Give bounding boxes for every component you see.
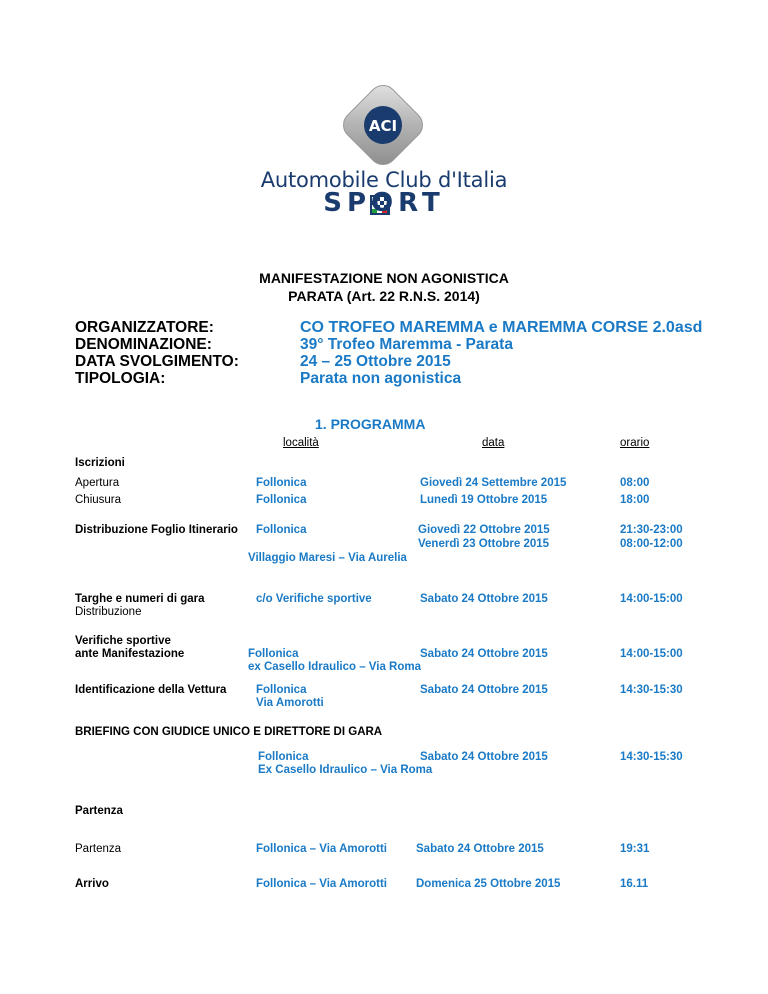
- identificazione-address: Via Amorotti: [256, 697, 324, 709]
- header-line2: PARATA (Art. 22 R.N.S. 2014): [288, 288, 480, 304]
- distribuzione-orario2: 08:00-12:00: [620, 538, 683, 550]
- col-localita: località: [283, 437, 319, 449]
- verifiche-localita: Follonica: [248, 648, 299, 660]
- apertura-orario: 08:00: [620, 477, 650, 489]
- targhe-label2: Distribuzione: [75, 606, 142, 618]
- targhe-data: Sabato 24 Ottobre 2015: [420, 593, 548, 605]
- iscrizioni-heading: Iscrizioni: [75, 457, 125, 469]
- meta-label-data: DATA SVOLGIMENTO:: [75, 353, 239, 370]
- chiusura-label: Chiusura: [75, 494, 122, 506]
- meta-value-denominazione: 39° Trofeo Maremma - Parata: [300, 336, 513, 353]
- meta-label-tipologia: TIPOLOGIA:: [75, 370, 166, 387]
- meta-value-organizzatore: CO TROFEO MAREMMA e MAREMMA CORSE 2.0asd: [300, 319, 703, 336]
- identificazione-localita: Follonica: [256, 684, 307, 696]
- partenza-localita: Follonica – Via Amorotti: [256, 843, 387, 855]
- meta-label-organizzatore: ORGANIZZATORE:: [75, 319, 214, 336]
- briefing-title: BRIEFING CON GIUDICE UNICO E DIRETTORE DI GARA: [75, 726, 383, 738]
- targhe-label1: Targhe e numeri di gara: [75, 593, 205, 605]
- partenza-orario: 19:31: [620, 843, 650, 855]
- verifiche-label2: ante Manifestazione: [75, 648, 185, 660]
- arrivo-orario: 16.11: [620, 878, 649, 890]
- partenza-label: Partenza: [75, 843, 122, 855]
- apertura-data: Giovedì 24 Settembre 2015: [420, 477, 567, 489]
- distribuzione-data2: Venerdì 23 Ottobre 2015: [418, 538, 550, 550]
- programma-title: 1. PROGRAMMA: [315, 416, 426, 432]
- distribuzione-data1: Giovedì 22 Ottobre 2015: [418, 524, 550, 536]
- briefing-address: Ex Casello Idraulico – Via Roma: [258, 764, 433, 776]
- meta-value-data: 24 – 25 Ottobre 2015: [300, 353, 451, 370]
- identificazione-data: Sabato 24 Ottobre 2015: [420, 684, 548, 696]
- targhe-localita: c/o Verifiche sportive: [256, 593, 372, 605]
- distribuzione-label: Distribuzione Foglio Itinerario: [75, 524, 238, 536]
- briefing-orario: 14:30-15:30: [620, 751, 683, 763]
- chiusura-localita: Follonica: [256, 494, 307, 506]
- logo-sport: SPORT: [323, 188, 445, 218]
- arrivo-label: Arrivo: [75, 878, 109, 890]
- targhe-orario: 14:00-15:00: [620, 593, 683, 605]
- identificazione-orario: 14:30-15:30: [620, 684, 683, 696]
- aci-sport-logo: [0, 0, 768, 230]
- partenza-data: Sabato 24 Ottobre 2015: [416, 843, 544, 855]
- meta-value-tipologia: Parata non agonistica: [300, 370, 462, 387]
- chiusura-data: Lunedì 19 Ottobre 2015: [420, 494, 548, 506]
- emblem-text: ACI: [368, 117, 398, 135]
- verifiche-address: ex Casello Idraulico – Via Roma: [248, 661, 421, 673]
- logo-name: Automobile Club d'Italia: [260, 168, 508, 192]
- distribuzione-orario1: 21:30-23:00: [620, 524, 683, 536]
- header-line1: MANIFESTAZIONE NON AGONISTICA: [259, 270, 509, 286]
- distribuzione-address: Villaggio Maresi – Via Aurelia: [248, 552, 407, 564]
- apertura-localita: Follonica: [256, 477, 307, 489]
- briefing-data: Sabato 24 Ottobre 2015: [420, 751, 548, 763]
- apertura-label: Apertura: [75, 477, 120, 489]
- identificazione-label: Identificazione della Vettura: [75, 684, 227, 696]
- meta-label-denominazione: DENOMINAZIONE:: [75, 336, 212, 353]
- arrivo-localita: Follonica – Via Amorotti: [256, 878, 387, 890]
- col-orario: orario: [620, 437, 650, 449]
- chiusura-orario: 18:00: [620, 494, 650, 506]
- verifiche-label1: Verifiche sportive: [75, 635, 171, 647]
- partenza-heading: Partenza: [75, 805, 123, 817]
- verifiche-orario: 14:00-15:00: [620, 648, 683, 660]
- distribuzione-localita: Follonica: [256, 524, 307, 536]
- briefing-localita: Follonica: [258, 751, 309, 763]
- arrivo-data: Domenica 25 Ottobre 2015: [416, 878, 561, 890]
- verifiche-data: Sabato 24 Ottobre 2015: [420, 648, 548, 660]
- col-data: data: [482, 437, 505, 449]
